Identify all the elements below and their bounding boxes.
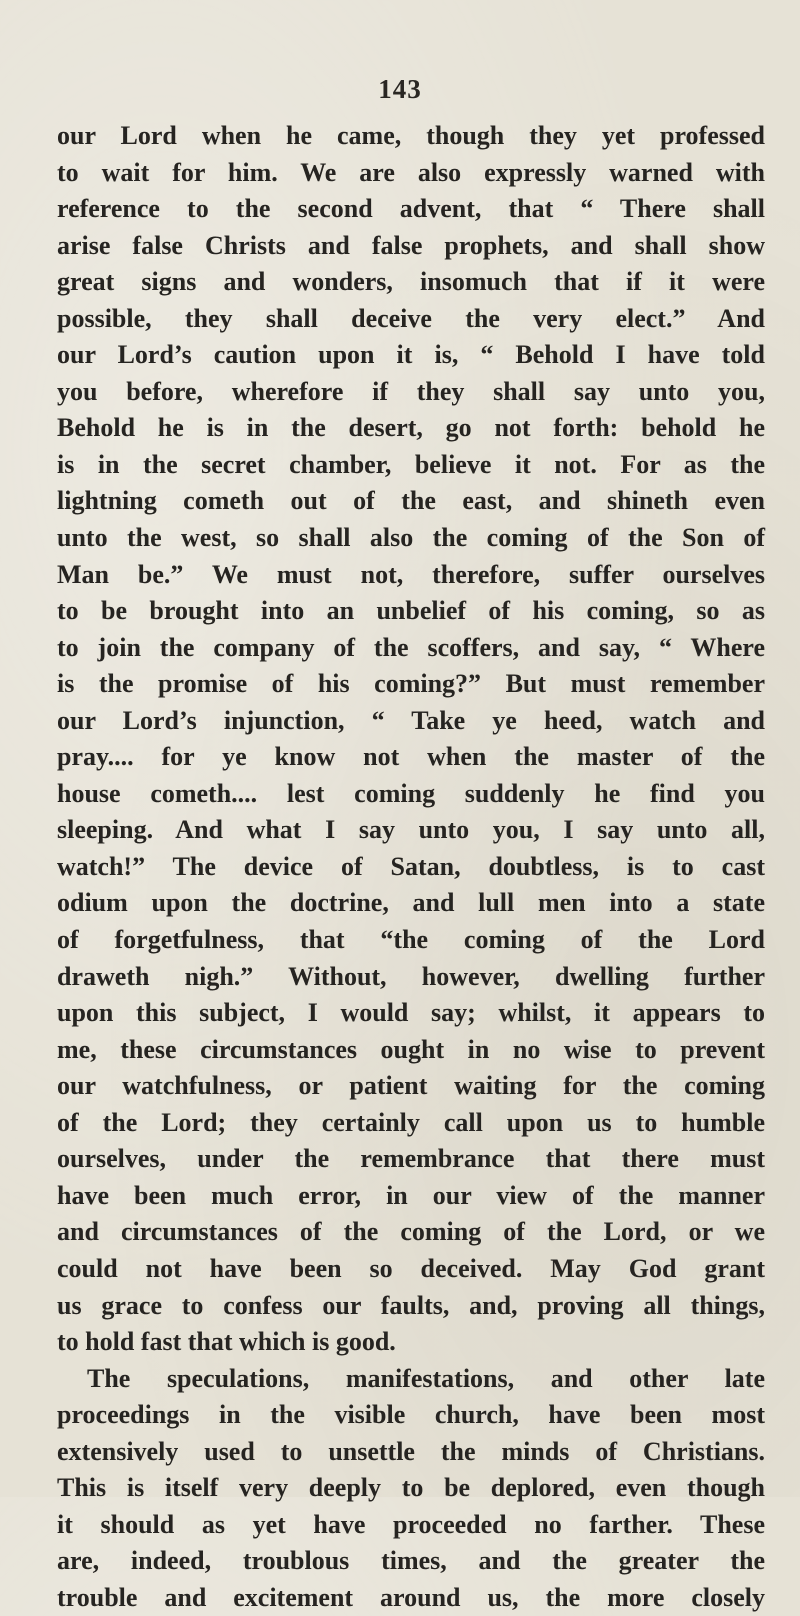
- body-text: [57, 118, 765, 1616]
- text-line: This is itself very deeply to be deplored, even though: [57, 1473, 765, 1503]
- text-line: The speculations, manifestations, and other late: [87, 1363, 765, 1393]
- text-line: to wait for him. We are also expressly warned with: [57, 157, 765, 187]
- text-line: and circumstances of the coming of the Lord, or we: [57, 1217, 765, 1247]
- text-line: are, indeed, troublous times, and the greater the: [57, 1546, 765, 1576]
- text-line: to hold fast that which is good.: [57, 1327, 396, 1357]
- text-line: have been much error, in our view of the manner: [57, 1180, 765, 1210]
- text-line: our Lord’s caution upon it is, “ Behold I have told: [57, 340, 765, 370]
- text-line: proceedings in the visible church, have been most: [57, 1400, 765, 1430]
- text-line: is in the secret chamber, believe it not. For as the: [57, 449, 765, 479]
- text-line: upon this subject, I would say; whilst, it appears to: [57, 998, 765, 1028]
- text-line: you before, wherefore if they shall say unto you,: [57, 376, 765, 406]
- text-line: to join the company of the scoffers, and say, “ Where: [57, 632, 765, 662]
- text-line: unto the west, so shall also the coming of the Son of: [57, 523, 765, 553]
- text-line: arise false Christs and false prophets, and shall show: [57, 230, 765, 260]
- text-line: lightning cometh out of the east, and shineth even: [57, 486, 765, 516]
- text-line: draweth nigh.” Without, however, dwelling further: [57, 961, 765, 991]
- text-line: our Lord when he came, though they yet professed: [57, 121, 765, 150]
- text-line: sleeping. And what I say unto you, I say unto all,: [57, 815, 765, 845]
- text-line: our Lord’s injunction, “ Take ye heed, watch and: [57, 705, 765, 735]
- text-line: our watchfulness, or patient waiting for the coming: [57, 1071, 765, 1101]
- text-line: pray.... for ye know not when the master of the: [57, 742, 765, 772]
- text-line: could not have been so deceived. May God grant: [57, 1253, 765, 1283]
- text-line: ourselves, under the remembrance that there must: [57, 1144, 765, 1174]
- text-line: of the Lord; they certainly call upon us to humble: [57, 1107, 765, 1137]
- text-line: Behold he is in the desert, go not forth: behold he: [57, 413, 765, 443]
- text-line: watch!” The device of Satan, doubtless, is to cast: [57, 851, 765, 881]
- text-line: extensively used to unsettle the minds of Christians.: [57, 1436, 765, 1466]
- text-line: great signs and wonders, insomuch that if it were: [57, 267, 765, 297]
- text-line: house cometh.... lest coming suddenly he find you: [57, 778, 765, 808]
- text-line: reference to the second advent, that “ There shall: [57, 194, 765, 224]
- text-line: us grace to confess our faults, and, proving all things,: [57, 1290, 765, 1320]
- text-line: to be brought into an unbelief of his coming, so as: [57, 596, 765, 626]
- page-number: 143: [378, 74, 422, 104]
- text-line: of forgetfulness, that “the coming of the Lord: [57, 925, 765, 955]
- text-line: odium upon the doctrine, and lull men into a state: [57, 888, 765, 918]
- text-line: possible, they shall deceive the very elect.” And: [57, 303, 765, 333]
- text-line: trouble and excitement around us, the more closely: [57, 1582, 765, 1612]
- text-line: it should as yet have proceeded no farther. These: [57, 1509, 765, 1539]
- text-line: me, these circumstances ought in no wise to prevent: [57, 1034, 765, 1064]
- text-line: Man be.” We must not, therefore, suffer ourselves: [57, 559, 765, 589]
- text-line: is the promise of his coming?” But must remember: [57, 669, 765, 699]
